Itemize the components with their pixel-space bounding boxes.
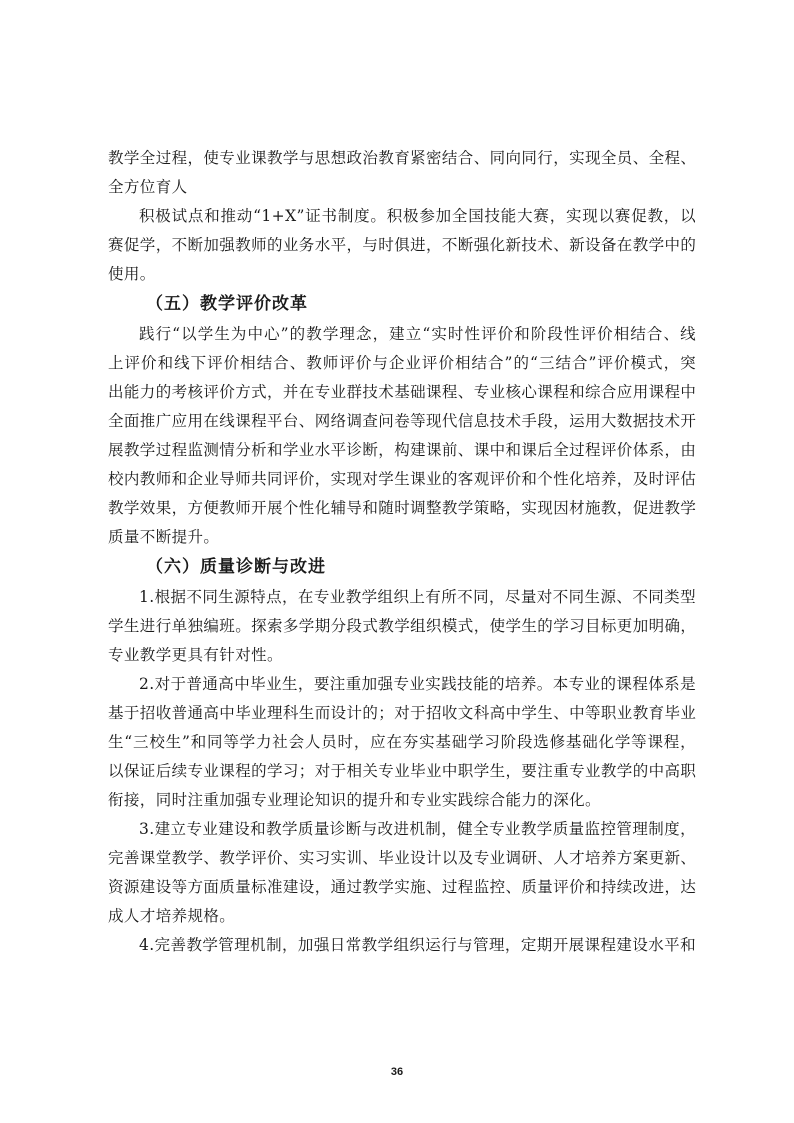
page-number: 36 [390, 1066, 404, 1078]
paragraph-line: 以保证后续专业课程的学习；对于相关专业毕业中职学生，要注重专业教学的中高职 [108, 762, 697, 780]
paragraph-line: 全面推广应用在线课程平台、网络调查问卷等现代信息技术手段，运用大数据技术开 [108, 412, 697, 430]
paragraph-first-line: 践行“以学生为中心”的教学理念，建立“实时性评价和阶段性评价相结合、线 [139, 325, 696, 343]
paragraph-first-line: 1.根据不同生源特点，在专业教学组织上有所不同，尽量对不同生源、不同类型 [139, 588, 696, 606]
paragraph-line: 基于招收普通高中毕业理科生而设计的；对于招收文科高中学生、中等职业教育毕业 [108, 704, 697, 722]
paragraph-line: 质量不断提升。 [108, 528, 220, 546]
paragraph-line: 出能力的考核评价方式，并在专业群技术基础课程、专业核心课程和综合应用课程中 [108, 383, 697, 401]
paragraph-line: 资源建设等方面质量标准建设，通过教学实施、过程监控、质量评价和持续改进，达 [108, 878, 697, 896]
paragraph-line: 全方位育人 [108, 178, 188, 196]
paragraph-line: 使用。 [108, 265, 156, 283]
paragraph-line: 完善课堂教学、教学评价、实习实训、毕业设计以及专业调研、人才培养方案更新、 [108, 849, 697, 867]
paragraph-line: 学生进行单独编班。探索多学期分段式教学组织模式，使学生的学习目标更加明确， [108, 617, 697, 635]
paragraph-line: 专业教学更具有针对性。 [108, 646, 283, 664]
section-heading: （六）质量诊断与改进 [146, 557, 326, 577]
paragraph-line: 赛促学，不断加强教师的业务水平，与时俱进，不断强化新技术、新设备在教学中的 [108, 236, 697, 254]
paragraph-line: 成人才培养规格。 [108, 907, 236, 925]
paragraph-line: 衔接，同时注重加强专业理论知识的提升和专业实践综合能力的深化。 [108, 791, 601, 809]
paragraph-line: 展教学过程监测情分析和学业水平诊断，构建课前、课中和课后全过程评价体系，由 [108, 441, 697, 459]
paragraph-first-line: 积极试点和推动“1+X”证书制度。积极参加全国技能大赛，实现以赛促教，以 [139, 207, 696, 225]
paragraph-line: 教学效果，方便教师开展个性化辅导和随时调整教学策略，实现因材施教，促进教学 [108, 499, 697, 517]
paragraph-line: 生“三校生”和同等学力社会人员时，应在夯实基础学习阶段选修基础化学等课程， [108, 733, 696, 751]
section-heading: （五）教学评价改革 [146, 294, 308, 314]
paragraph-line: 教学全过程，使专业课教学与思想政治教育紧密结合、同向同行，实现全员、全程、 [108, 149, 697, 167]
paragraph-first-line: 3.建立专业建设和教学质量诊断与改进机制，健全专业教学质量监控管理制度， [139, 820, 696, 838]
document-body [108, 144, 696, 960]
paragraph-line: 校内教师和企业导师共同评价，实现对学生课业的客观评价和个性化培养，及时评估 [108, 470, 697, 488]
paragraph-first-line: 4.完善教学管理机制，加强日常教学组织运行与管理，定期开展课程建设水平和 [139, 936, 696, 954]
paragraph-first-line: 2.对于普通高中毕业生，要注重加强专业实践技能的培养。本专业的课程体系是 [139, 675, 696, 693]
paragraph-line: 上评价和线下评价相结合、教师评价与企业评价相结合”的“三结合”评价模式，突 [108, 354, 696, 372]
